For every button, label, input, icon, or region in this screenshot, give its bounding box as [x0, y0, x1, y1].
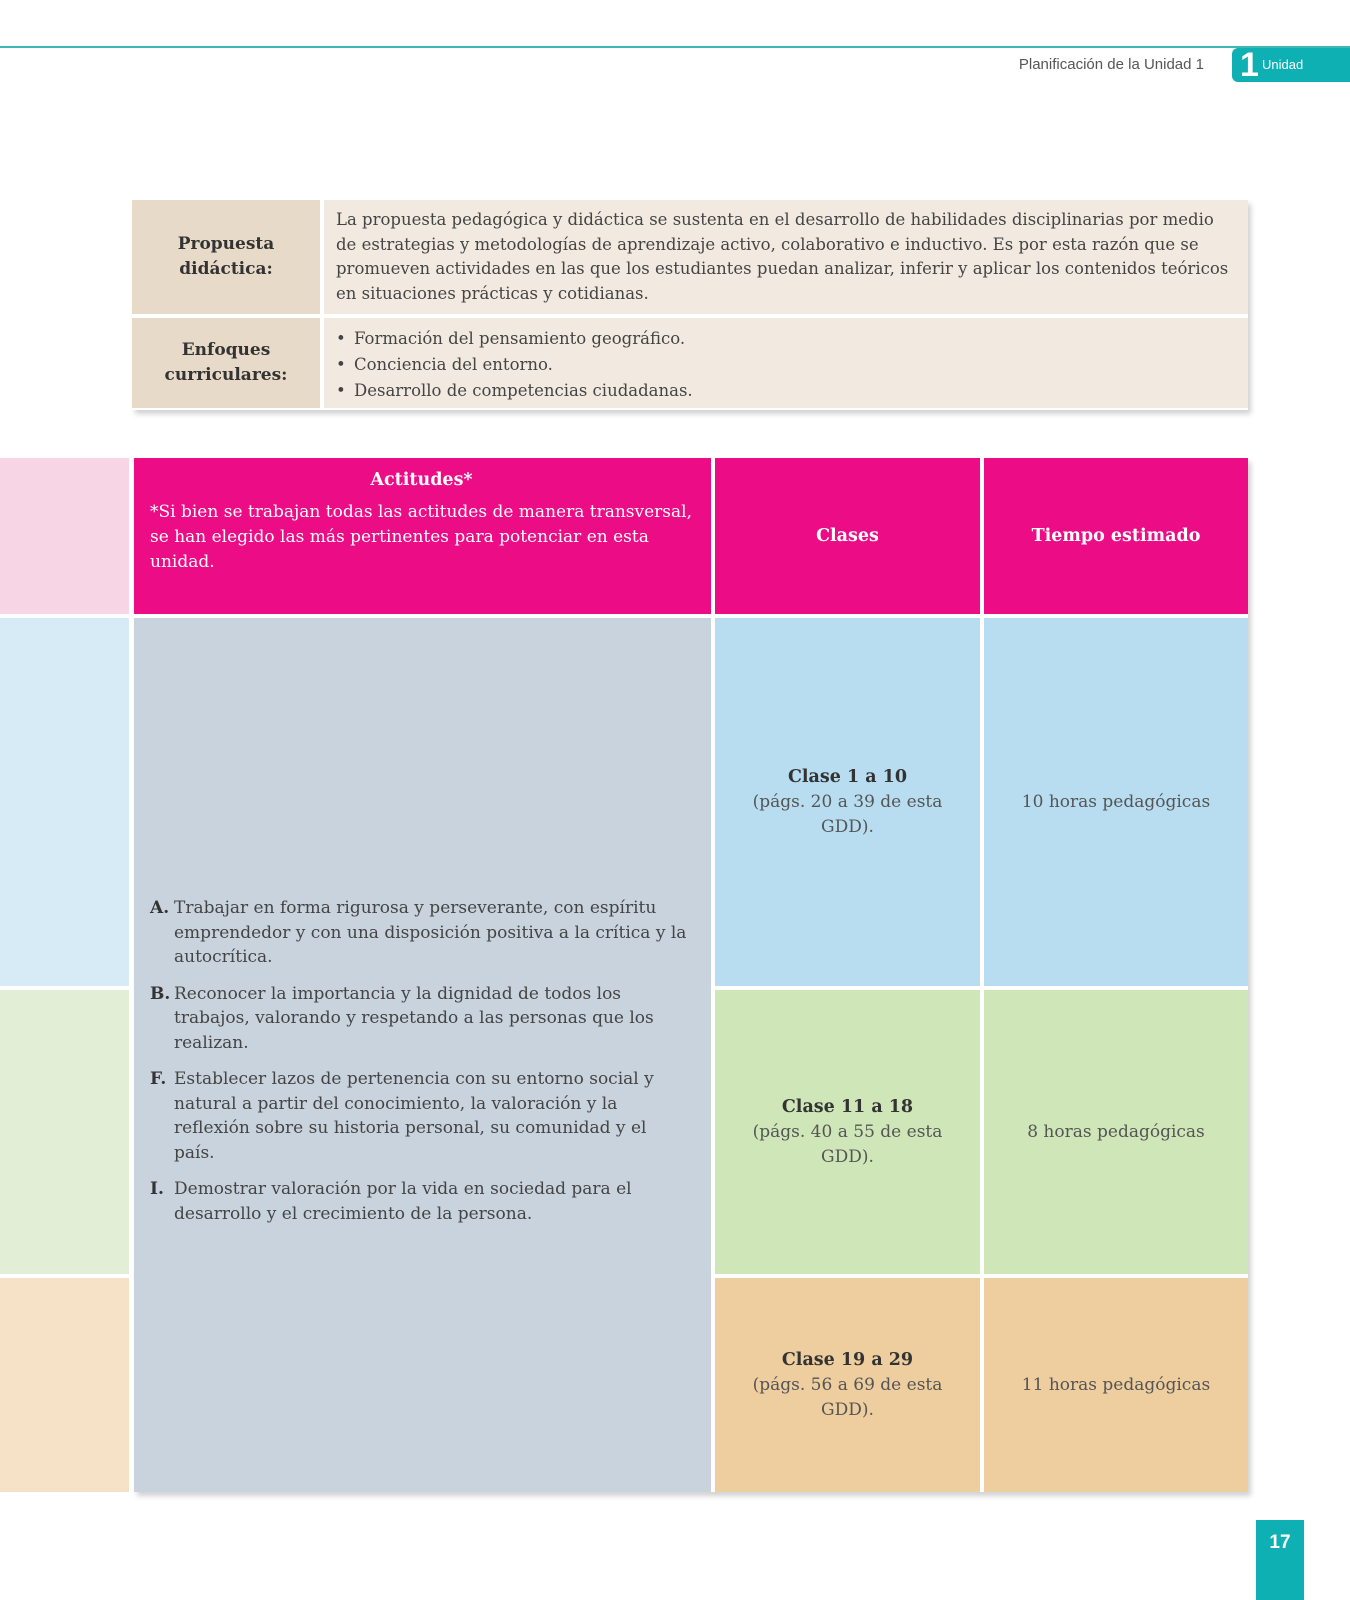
- list-item: [150, 1067, 689, 1165]
- tiempo-header-label: Tiempo estimado: [1031, 526, 1201, 546]
- list-item: [150, 982, 689, 1056]
- list-item: • Conciencia del entorno.: [336, 352, 1230, 378]
- actitud-letter: A.: [150, 898, 170, 918]
- enfoques-list-cell: [324, 318, 1248, 408]
- clase-cell: [715, 618, 980, 986]
- tiempo-value: 11 horas pedagógicas: [1021, 1375, 1211, 1395]
- clase-paginas: (págs. 40 a 55 de esta GDD).: [752, 1121, 943, 1167]
- clase-cell: [715, 1278, 980, 1492]
- tiempo-cell: [984, 618, 1248, 986]
- clase-cell: [715, 990, 980, 1274]
- list-item: [150, 896, 689, 970]
- actitud-letter: I.: [150, 1179, 164, 1199]
- enfoques-row: [132, 318, 1248, 408]
- propuesta-label: Propuesta didáctica:: [132, 200, 320, 314]
- side-strip-blue: [0, 618, 129, 986]
- clase-name: Clase 1 a 10: [787, 766, 908, 787]
- unit-number: 1: [1240, 46, 1259, 84]
- side-strip-green: [0, 990, 129, 1274]
- unit-label: Unidad: [1262, 57, 1304, 72]
- side-strip-header: [0, 458, 129, 614]
- info-table: [132, 200, 1248, 410]
- clase-name: Clase 11 a 18: [781, 1096, 914, 1117]
- tiempo-header: [984, 458, 1248, 614]
- top-rule: [0, 46, 1350, 48]
- clase-name: Clase 19 a 29: [781, 1349, 914, 1370]
- side-strip-orange: [0, 1278, 129, 1492]
- actitud-letter: F.: [150, 1069, 167, 1089]
- tiempo-value: 10 horas pedagógicas: [1021, 792, 1211, 812]
- clase-paginas: (págs. 56 a 69 de esta GDD).: [752, 1374, 943, 1420]
- list-item: [150, 1177, 689, 1226]
- page-number: 17: [1256, 1520, 1304, 1600]
- main-table: [134, 458, 1248, 1492]
- unit-tab: [1232, 48, 1350, 82]
- actitudes-title: Actitudes*: [370, 470, 473, 490]
- actitud-letter: B.: [150, 983, 171, 1004]
- propuesta-row: [132, 200, 1248, 314]
- actitud-text: Trabajar en forma rigurosa y perseverante, con espíritu emprendedor y con una disposición positiva a la crítica y la autocrítica.: [174, 898, 687, 967]
- propuesta-text: La propuesta pedagógica y didáctica se sustenta en el desarrollo de habilidades disciplinarias por medio de estrategias y metodologías de aprendizaje activo, colaborativo e inductivo. Es por esta razón que se promueven actividades en las que los estudiantes puedan analizar, inferir y aplicar los contenidos teóricos en situaciones prácticas y cotidianas.: [324, 200, 1248, 314]
- enfoques-label: Enfoques curriculares:: [132, 318, 320, 408]
- actitudes-note: *Si bien se trabajan todas las actitudes de manera transversal, se han elegido las más pertinentes para potenciar en esta unidad.: [150, 502, 692, 572]
- tiempo-value: 8 horas pedagógicas: [1027, 1122, 1205, 1142]
- list-item: • Formación del pensamiento geográfico.: [336, 326, 1230, 352]
- actitudes-header: [134, 458, 711, 614]
- header-title: Planificación de la Unidad 1: [1018, 56, 1204, 73]
- clases-header: [715, 458, 980, 614]
- clases-header-label: Clases: [816, 526, 879, 546]
- enfoques-list: [336, 326, 1230, 404]
- list-item: • Desarrollo de competencias ciudadanas.: [336, 378, 1230, 404]
- actitudes-list: [150, 896, 689, 1238]
- clase-paginas: (págs. 20 a 39 de esta GDD).: [752, 791, 943, 837]
- actitud-text: Establecer lazos de pertenencia con su entorno social y natural a partir del conocimiento, la valoración y la reflexión sobre su historia personal, su comunidad y el país.: [174, 1069, 654, 1163]
- actitudes-cell: [134, 618, 711, 1492]
- actitud-text: Reconocer la importancia y la dignidad de todos los trabajos, valorando y respetando a las personas que los realizan.: [174, 983, 654, 1053]
- tiempo-cell: [984, 1278, 1248, 1492]
- tiempo-cell: [984, 990, 1248, 1274]
- actitud-text: Demostrar valoración por la vida en sociedad para el desarrollo y el crecimiento de la persona.: [174, 1179, 632, 1224]
